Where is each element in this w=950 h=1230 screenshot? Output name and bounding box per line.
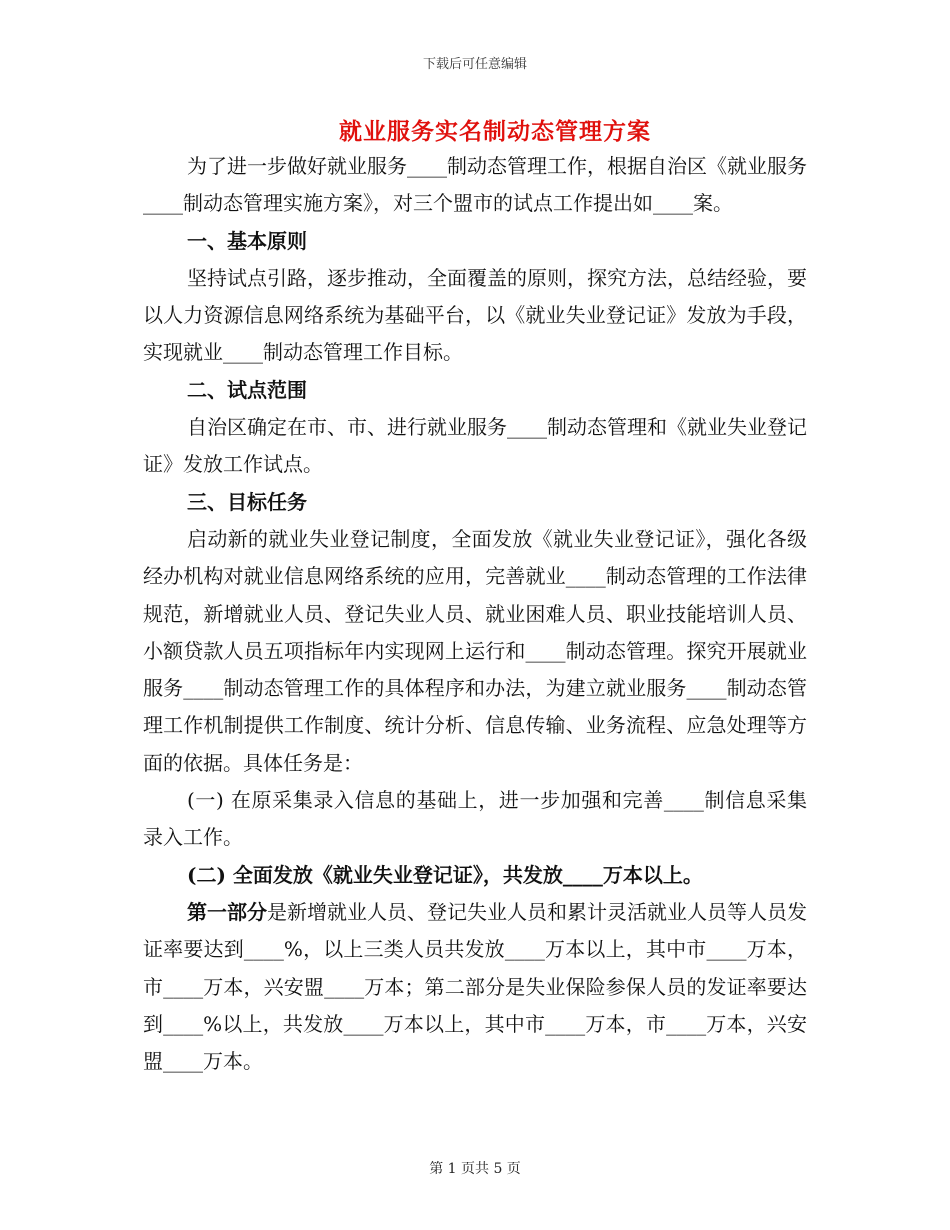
part-one-label: 第一部分 [187,899,267,924]
intro-paragraph: 为了进一步做好就业服务____制动态管理工作，根据自治区《就业服务____制动态管理实施方案》，对三个盟市的试点工作提出如____案。 [143,154,807,216]
page-number: 第 1 页共 5 页 [429,1161,521,1177]
page-header-note: 下载后可任意编辑 [422,57,527,72]
section-heading-1: 一、基本原则 [187,228,307,253]
document-title: 就业服务实名制动态管理方案 [339,118,651,145]
list-item-2: (二) 全面发放《就业失业登记证》，共发放____万本以上。 [187,862,703,887]
section-body-2: 自治区确定在市、市、进行就业服务____制动态管理和《就业失业登记证》发放工作试点。 [143,415,807,477]
part-one-paragraph [143,894,807,1080]
section-heading-3: 三、目标任务 [187,489,307,514]
section-body-1: 坚持试点引路，逐步推动，全面覆盖的原则，探究方法，总结经验，要以人力资源信息网络系统为基础平台，以《就业失业登记证》发放为手段，实现就业____制动态管理工作目标。 [143,265,807,365]
section-heading-2: 二、试点范围 [187,377,307,402]
section-body-3: 启动新的就业失业登记制度，全面发放《就业失业登记证》，强化各级经办机构对就业信息网络系统的应用，完善就业____制动态管理的工作法律规范，新增就业人员、登记失业人员、就业困难人员、职业技能培训人员、小额贷款人员五项指标年内实现网上运行和____制动态管理。探究开展就业服务____制动态管理工作的具体程序和办法，为建立就业服务____制动态管理工作机制提供工作制度、统计分析、信息传输、业务流程、应急处理等方面的依据。具体任务是： [143,526,807,775]
list-item-1: (一) 在原采集录入信息的基础上，进一步加强和完善____制信息采集录入工作。 [143,788,807,850]
part-one-text: 是新增就业人员、登记失业人员和累计灵活就业人员等人员发证率要达到____%，以上三类人员共发放____万本以上，其中市____万本，市____万本，兴安盟____万本；第二部分是失业保险参保人员的发证率要达到____%以上，共发放____万本以上，其中市____万本，市____万本，兴安盟____万本。 [143,899,807,1074]
document-body [143,148,807,1080]
